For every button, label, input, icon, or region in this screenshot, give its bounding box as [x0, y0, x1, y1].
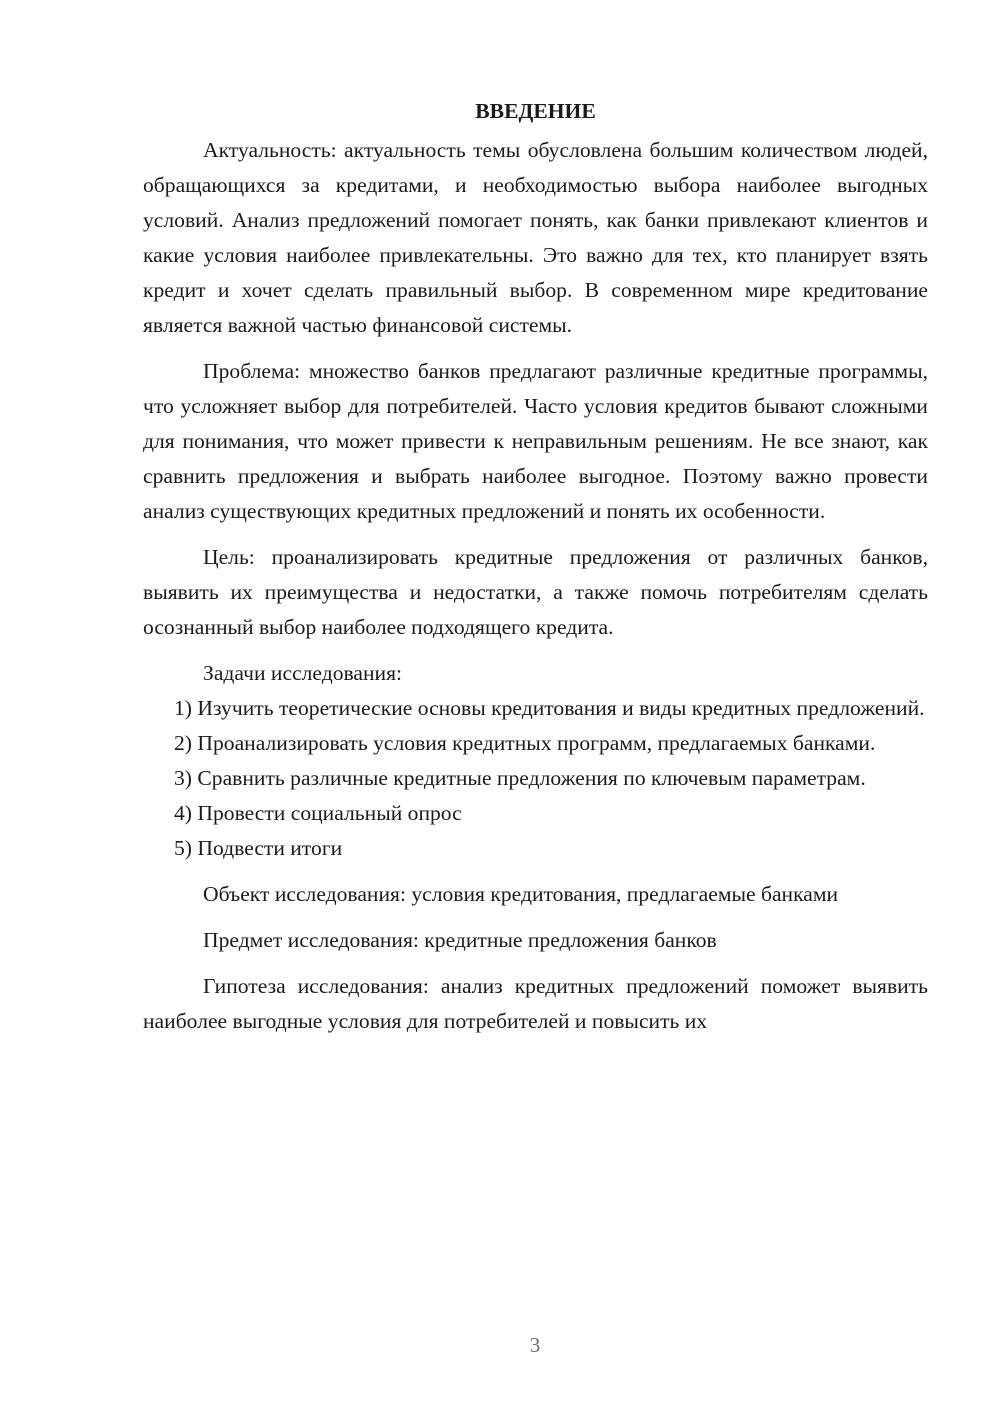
task-item-1: 1) Изучить теоретические основы кредитования и виды кредитных предложений. [174, 696, 925, 720]
paragraph-goal: Цель: проанализировать кредитные предложения от различных банков, выявить их преимущества и недостатки, а также помочь потребителям сделать осознанный выбор наиболее подходящего кредита. [143, 545, 928, 639]
paragraph-hypothesis: Гипотеза исследования: анализ кредитных предложений поможет выявить наиболее выгодные условия для потребителей и повысить их [143, 974, 928, 1033]
task-item-4: 4) Провести социальный опрос [174, 801, 462, 825]
paragraph-object: Объект исследования: условия кредитования, предлагаемые банками [203, 882, 839, 906]
page-number: 3 [529, 1333, 541, 1357]
paragraph-problem: Проблема: множество банков предлагают различные кредитные программы, что усложняет выбор для потребителей. Часто условия кредитов бывают сложными для понимания, что может привести к неправильным решениям. Не все знают, как сравнить предложения и выбрать наиболее выгодное. Поэтому важно провести анализ существующих кредитных предложений и понять их особенности. [143, 359, 928, 523]
task-item-5: 5) Подвести итоги [174, 836, 343, 860]
paragraph-subject: Предмет исследования: кредитные предложения банков [203, 928, 717, 952]
paragraph-tasks-title: Задачи исследования: [203, 661, 403, 685]
section-heading: ВВЕДЕНИЕ [475, 99, 596, 123]
document-body [143, 96, 928, 1039]
task-item-3: 3) Сравнить различные кредитные предложения по ключевым параметрам. [174, 766, 866, 790]
paragraph-relevance: Актуальность: актуальность темы обусловлена большим количеством людей, обращающихся за кредитами, и необходимостью выбора наиболее выгодных условий. Анализ предложений помогает понять, как банки привлекают клиентов и какие условия наиболее привлекательны. Это важно для тех, кто планирует взять кредит и хочет сделать правильный выбор. В современном мире кредитование является важной частью финансовой системы. [143, 138, 928, 337]
task-item-2: 2) Проанализировать условия кредитных программ, предлагаемых банками. [174, 731, 876, 755]
